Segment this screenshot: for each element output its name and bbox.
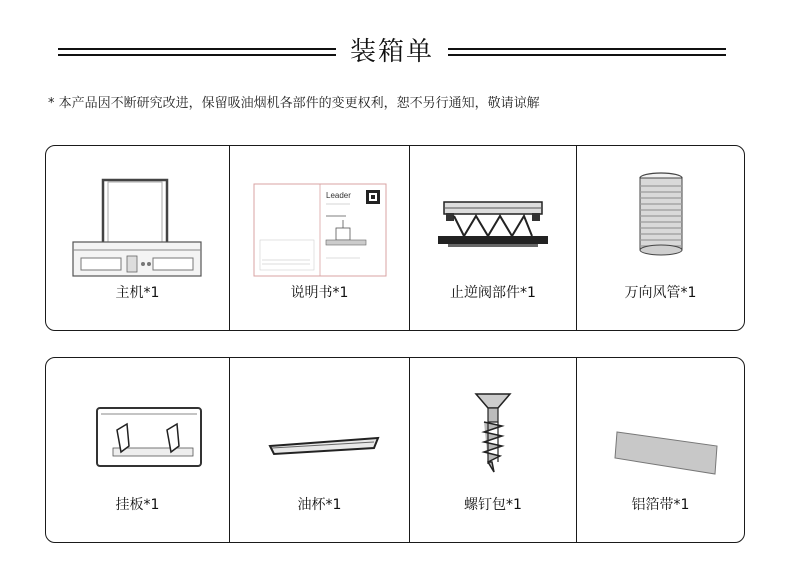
- packing-grid-row-2: [45, 357, 745, 543]
- item-label: 万向风管*1: [624, 285, 697, 301]
- item-label: 说明书*1: [290, 285, 349, 301]
- manual-brand-text: Leader: [325, 191, 351, 200]
- manual-icon: [250, 156, 390, 284]
- item-cell-screw-pack: [410, 358, 577, 542]
- title-rule-left: [58, 48, 336, 56]
- item-label: 挂板*1: [115, 497, 160, 513]
- item-cell-oil-cup: [230, 358, 410, 542]
- check-valve-icon: [428, 156, 558, 284]
- flexible-duct-icon: [611, 156, 711, 284]
- oil-cup-icon: [250, 368, 390, 496]
- disclaimer-note: * 本产品因不断研究改进，保留吸油烟机各部件的变更权利，恕不另行通知，敬请谅解: [48, 96, 540, 111]
- item-cell-flexible-duct: [577, 146, 744, 330]
- item-label: 主机*1: [115, 285, 160, 301]
- packing-grid-row-1: [45, 145, 745, 331]
- page-title: 装箱单: [349, 37, 434, 67]
- item-cell-manual: [230, 146, 410, 330]
- foil-tape-icon: [591, 368, 731, 496]
- screw-pack-icon: [428, 368, 558, 496]
- item-label: 螺钉包*1: [464, 497, 522, 513]
- hanging-plate-icon: [63, 368, 213, 496]
- item-label: 油杯*1: [297, 497, 342, 513]
- item-label: 止逆阀部件*1: [450, 285, 536, 301]
- item-label: 铝箔带*1: [631, 497, 690, 513]
- title-rule-right: [448, 48, 726, 56]
- item-cell-check-valve: [410, 146, 577, 330]
- title-row: [0, 30, 790, 86]
- item-cell-foil-tape: [577, 358, 744, 542]
- item-cell-range-hood: [46, 146, 230, 330]
- item-cell-hanging-plate: [46, 358, 230, 542]
- range-hood-icon: [63, 156, 213, 284]
